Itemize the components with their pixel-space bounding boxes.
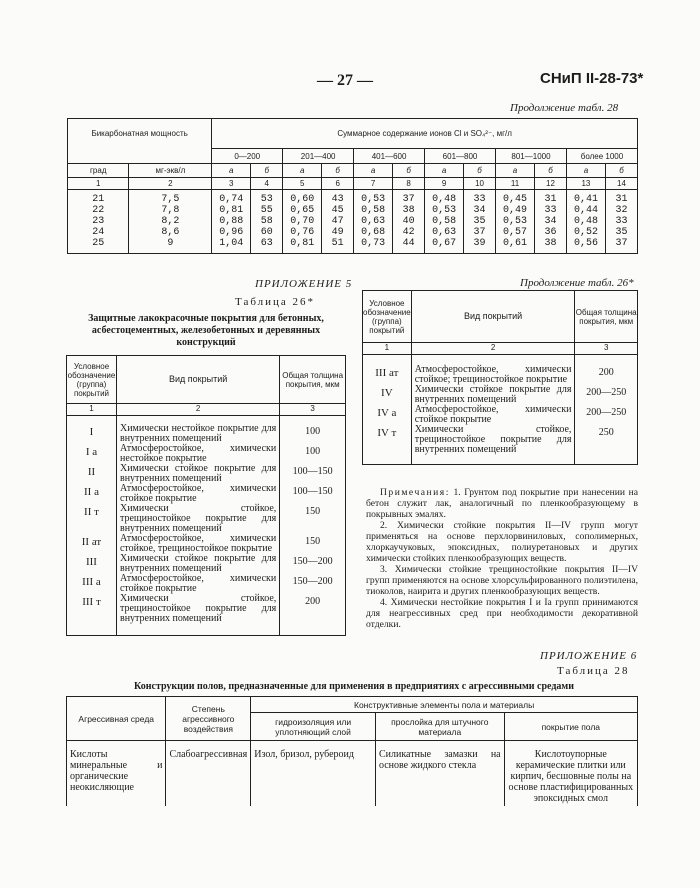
table-row xyxy=(67,554,346,574)
cell-code: I а xyxy=(67,444,117,464)
cell-code: IV xyxy=(363,385,412,405)
note-1 xyxy=(366,487,638,520)
table-28-data xyxy=(68,190,638,254)
col-a: а xyxy=(354,164,393,178)
data-column xyxy=(605,190,637,254)
cell-description: Химически стойкое покрытие для внутренних помещений xyxy=(411,385,575,405)
col-number: 6 xyxy=(322,178,354,190)
col-a: а xyxy=(283,164,322,178)
col-number: 1 xyxy=(67,404,117,416)
table-row xyxy=(363,365,638,385)
cell-code: I xyxy=(67,424,117,444)
col-number: 12 xyxy=(535,178,567,190)
data-column xyxy=(283,190,322,254)
data-cell: 63 xyxy=(260,238,273,249)
notes-block xyxy=(366,487,638,630)
header-elements: Конструктивные элементы пола и материалы xyxy=(251,697,638,713)
data-cell: 7,5 xyxy=(161,194,180,205)
range-6: более 1000 xyxy=(566,149,637,164)
document-code: СНиП II-28-73* xyxy=(540,70,644,87)
col-number: 8 xyxy=(393,178,425,190)
cell-thickness: 250 xyxy=(575,425,638,455)
table-26-continuation xyxy=(362,290,638,465)
col-number: 3 xyxy=(575,343,638,355)
data-cell: 0,63 xyxy=(432,227,457,238)
cell-thickness: 150—200 xyxy=(280,554,346,574)
col-a: а xyxy=(566,164,605,178)
page-number: — 27 — xyxy=(317,72,373,89)
data-cell: 40 xyxy=(402,216,415,227)
data-cell: 0,63 xyxy=(361,216,386,227)
data-cell: 39 xyxy=(473,238,486,249)
header-code: Условное обозначение (группа) покрытий xyxy=(363,291,412,343)
data-cell: 51 xyxy=(331,238,344,249)
data-cell: 0,49 xyxy=(503,205,528,216)
cell-thickness: 150—200 xyxy=(280,574,346,594)
cell-thickness: 100—150 xyxy=(280,464,346,484)
cell-thickness: 150 xyxy=(280,534,346,554)
col-b: б xyxy=(251,164,283,178)
cell-code: III т xyxy=(67,594,117,624)
col-number: 10 xyxy=(464,178,496,190)
table-row xyxy=(67,594,346,624)
data-cell: 44 xyxy=(402,238,415,249)
note-1-text: 1. Грунтом под покрытие при нанесении на бетон служит лак, аналогичный по пленкообразующему в покрывных эмалях. xyxy=(366,487,638,520)
cell-thickness: 150 xyxy=(280,504,346,534)
header-hydro: гидроизоляция или уплотняющий слой xyxy=(251,713,376,741)
note-3: 3. Химически стойкие трещиностойкие покрытия II—IV групп применяются на основе хлорсульфированного полиэтилена, тиоколов, наирита и других пленкообразующих веществ. xyxy=(366,564,638,597)
data-cell: 49 xyxy=(331,227,344,238)
col-a: а xyxy=(425,164,464,178)
cell-description: Химически стойкое, трещиностойкое покрытие для внутренних помещений xyxy=(411,425,575,455)
header-bicarb: Бикарбонатная мощность xyxy=(68,119,212,149)
data-cell: 1,04 xyxy=(219,238,244,249)
table-26-title: Защитные лакокрасочные покрытия для бетонных, асбестоцементных, железобетонных и деревянных конструкций xyxy=(88,313,324,348)
cell-description: Атмосферостойкое, химически стойкое покрытие xyxy=(411,405,575,425)
table-row xyxy=(67,424,346,444)
col-number: 13 xyxy=(566,178,605,190)
cell-description: Химически стойкое, трещиностойкое покрытие для внутренних помещений xyxy=(116,594,279,624)
data-cell: 0,53 xyxy=(361,194,386,205)
data-cell: 9 xyxy=(167,238,174,249)
data-cell: 53 xyxy=(260,194,273,205)
cell-layer: Силикатные замазки на основе жидкого стекла xyxy=(375,741,504,807)
data-cell: 0,68 xyxy=(361,227,386,238)
data-column xyxy=(354,190,393,254)
data-column xyxy=(251,190,283,254)
table-28-label: Таблица 28 xyxy=(557,665,630,677)
data-cell: 0,61 xyxy=(503,238,528,249)
header-code: Условное обозначение (группа) покрытий xyxy=(67,356,117,404)
data-cell: 35 xyxy=(615,227,628,238)
range-4: 601—800 xyxy=(425,149,496,164)
col-b: б xyxy=(605,164,637,178)
table-row xyxy=(67,741,638,807)
col-number: 14 xyxy=(605,178,637,190)
cell-description: Атмосферостойкое, химически стойкое покрытие xyxy=(116,574,279,594)
data-column xyxy=(535,190,567,254)
range-1: 0—200 xyxy=(212,149,283,164)
appendix-5-label: ПРИЛОЖЕНИЕ 5 xyxy=(255,278,353,290)
table-row xyxy=(363,425,638,455)
cell-code: II т xyxy=(67,504,117,534)
cell-thickness: 200 xyxy=(575,365,638,385)
data-cell: 22 xyxy=(92,205,105,216)
data-cell: 47 xyxy=(331,216,344,227)
data-cell: 38 xyxy=(544,238,557,249)
cell-description: Химически стойкое покрытие для внутренних помещений xyxy=(116,554,279,574)
data-column xyxy=(393,190,425,254)
col-b: б xyxy=(393,164,425,178)
cell-code: III а xyxy=(67,574,117,594)
cell-medium: Кислоты минеральные и органические неокисляющие xyxy=(67,741,166,807)
data-cell: 0,67 xyxy=(432,238,457,249)
col-b: б xyxy=(464,164,496,178)
cell-description: Атмосферостойкое, химически стойкое, трещиностойкое покрытие xyxy=(116,534,279,554)
data-cell: 45 xyxy=(331,205,344,216)
header-kind: Вид покрытий xyxy=(116,356,279,404)
data-cell: 34 xyxy=(473,205,486,216)
data-cell: 25 xyxy=(92,238,105,249)
col-number: 2 xyxy=(129,178,212,190)
col-number: 7 xyxy=(354,178,393,190)
col-number: 1 xyxy=(363,343,412,355)
range-5: 801—1000 xyxy=(496,149,567,164)
cell-code: IV а xyxy=(363,405,412,425)
col-number: 5 xyxy=(283,178,322,190)
data-cell: 0,52 xyxy=(573,227,598,238)
data-column xyxy=(212,190,251,254)
table-row xyxy=(363,405,638,425)
data-cell: 0,45 xyxy=(503,194,528,205)
table-28-continuation-label: Продолжение табл. 28 xyxy=(510,102,619,114)
table-26 xyxy=(66,355,346,636)
col-number: 3 xyxy=(280,404,346,416)
table-row xyxy=(67,574,346,594)
header-degree: Степень агрессивного воздействия xyxy=(166,697,251,741)
cell-description: Атмосферостойкое, химически нестойкое покрытие xyxy=(116,444,279,464)
table-28-title: Конструкции полов, предназначенные для применения в предприятиях с агрессивными средами xyxy=(134,681,574,692)
data-column xyxy=(464,190,496,254)
table-28-continuation xyxy=(67,118,638,254)
data-cell: 8,2 xyxy=(161,216,180,227)
data-cell: 0,74 xyxy=(219,194,244,205)
data-cell: 0,57 xyxy=(503,227,528,238)
cell-description: Химически нестойкое покрытие для внутренних помещений xyxy=(116,424,279,444)
data-cell: 0,88 xyxy=(219,216,244,227)
data-cell: 43 xyxy=(331,194,344,205)
col-number: 2 xyxy=(411,343,575,355)
note-4: 4. Химически нестойкие покрытия I и Iа групп принимаются для неагрессивных сред при необходимости декоративной отделки. xyxy=(366,597,638,630)
data-cell: 21 xyxy=(92,194,105,205)
data-cell: 60 xyxy=(260,227,273,238)
col-number: 11 xyxy=(496,178,535,190)
data-cell: 37 xyxy=(402,194,415,205)
col-number: 3 xyxy=(212,178,251,190)
data-column xyxy=(129,190,212,254)
cell-code: III xyxy=(67,554,117,574)
data-cell: 24 xyxy=(92,227,105,238)
data-cell: 55 xyxy=(260,205,273,216)
cell-thickness: 100 xyxy=(280,444,346,464)
cell-description: Химически стойкое покрытие для внутренних помещений xyxy=(116,464,279,484)
data-cell: 0,60 xyxy=(290,194,315,205)
table-26-continuation-label: Продолжение табл. 26* xyxy=(520,277,634,289)
data-cell: 0,81 xyxy=(219,205,244,216)
header-cover: покрытие пола xyxy=(504,713,637,741)
header-layer: прослойка для штучного материала xyxy=(375,713,504,741)
header-thickness: Общая толщина покрытия, мкм xyxy=(280,356,346,404)
cell-code: III ат xyxy=(363,365,412,385)
data-cell: 42 xyxy=(402,227,415,238)
appendix-6-label: ПРИЛОЖЕНИЕ 6 xyxy=(540,650,638,662)
data-cell: 0,81 xyxy=(290,238,315,249)
data-cell: 0,44 xyxy=(573,205,598,216)
cell-code: II а xyxy=(67,484,117,504)
table-row xyxy=(67,534,346,554)
table-row xyxy=(67,464,346,484)
cell-thickness: 200 xyxy=(280,594,346,624)
data-cell: 33 xyxy=(473,194,486,205)
table-row xyxy=(67,504,346,534)
data-cell: 0,53 xyxy=(503,216,528,227)
data-cell: 37 xyxy=(473,227,486,238)
data-column xyxy=(425,190,464,254)
data-cell: 34 xyxy=(544,216,557,227)
col-number: 2 xyxy=(116,404,279,416)
range-3: 401—600 xyxy=(354,149,425,164)
header-mgekv: мг-экв/л xyxy=(129,164,212,178)
data-cell: 32 xyxy=(615,205,628,216)
data-cell: 0,76 xyxy=(290,227,315,238)
header-deg: град xyxy=(68,164,129,178)
data-cell: 37 xyxy=(615,238,628,249)
data-cell: 0,48 xyxy=(432,194,457,205)
cell-cover: Кислотоупорные керамические плитки или кирпич, бесшовные полы на основе пластифицированных эпоксидных смол xyxy=(504,741,637,807)
table-26-label: Таблица 26* xyxy=(235,296,316,308)
cell-hydro: Изол, бризол, рубероид xyxy=(251,741,376,807)
data-cell: 36 xyxy=(544,227,557,238)
table-row xyxy=(363,385,638,405)
data-cell: 8,6 xyxy=(161,227,180,238)
cell-thickness: 100—150 xyxy=(280,484,346,504)
col-a: а xyxy=(212,164,251,178)
col-a: а xyxy=(496,164,535,178)
range-2: 201—400 xyxy=(283,149,354,164)
data-column xyxy=(566,190,605,254)
data-cell: 0,48 xyxy=(573,216,598,227)
data-cell: 0,56 xyxy=(573,238,598,249)
cell-thickness: 200—250 xyxy=(575,405,638,425)
cell-code: II ат xyxy=(67,534,117,554)
data-cell: 33 xyxy=(615,216,628,227)
data-column xyxy=(322,190,354,254)
cell-thickness: 100 xyxy=(280,424,346,444)
col-number: 1 xyxy=(68,178,129,190)
table-28-floors xyxy=(66,696,638,806)
data-cell: 58 xyxy=(260,216,273,227)
data-column xyxy=(68,190,129,254)
data-cell: 33 xyxy=(544,205,557,216)
data-cell: 0,65 xyxy=(290,205,315,216)
data-column xyxy=(496,190,535,254)
cell-description: Атмосферостойкое, химически стойкое; трещиностойкое покрытие xyxy=(411,365,575,385)
table-row xyxy=(67,444,346,464)
table-row xyxy=(67,484,346,504)
data-cell: 23 xyxy=(92,216,105,227)
data-cell: 0,58 xyxy=(361,205,386,216)
data-cell: 0,70 xyxy=(290,216,315,227)
cell-description: Химически стойкое, трещиностойкое покрытие для внутренних помещений xyxy=(116,504,279,534)
cell-code: IV т xyxy=(363,425,412,455)
data-cell: 31 xyxy=(615,194,628,205)
header-medium: Агрессивная среда xyxy=(67,697,166,741)
cell-thickness: 200—250 xyxy=(575,385,638,405)
data-cell: 7,8 xyxy=(161,205,180,216)
data-cell: 0,96 xyxy=(219,227,244,238)
col-b: б xyxy=(322,164,354,178)
header-sum-ions: Суммарное содержание ионов Cl и SO₄²⁻, мг/л xyxy=(212,119,638,149)
data-cell: 35 xyxy=(473,216,486,227)
col-b: б xyxy=(535,164,567,178)
header-thickness: Общая толщина покрытия, мкм xyxy=(575,291,638,343)
data-cell: 38 xyxy=(402,205,415,216)
col-number: 9 xyxy=(425,178,464,190)
data-cell: 0,58 xyxy=(432,216,457,227)
cell-description: Атмосферостойкое, химически стойкое покрытие xyxy=(116,484,279,504)
data-cell: 0,73 xyxy=(361,238,386,249)
header-kind: Вид покрытий xyxy=(411,291,575,343)
data-cell: 0,53 xyxy=(432,205,457,216)
cell-degree: Слабоагрессивная xyxy=(166,741,251,807)
note-2: 2. Химически стойкие покрытия II—IV групп могут применяться на основе перхлорвиниловых, сополимерных, хлоркаучуковых, эпоксидных, полиуретановых и других химически стойких пленкообразующих веществ. xyxy=(366,520,638,564)
col-number: 4 xyxy=(251,178,283,190)
data-cell: 0,41 xyxy=(573,194,598,205)
data-cell: 31 xyxy=(544,194,557,205)
cell-code: II xyxy=(67,464,117,484)
notes-title: Примечания: xyxy=(380,487,450,498)
